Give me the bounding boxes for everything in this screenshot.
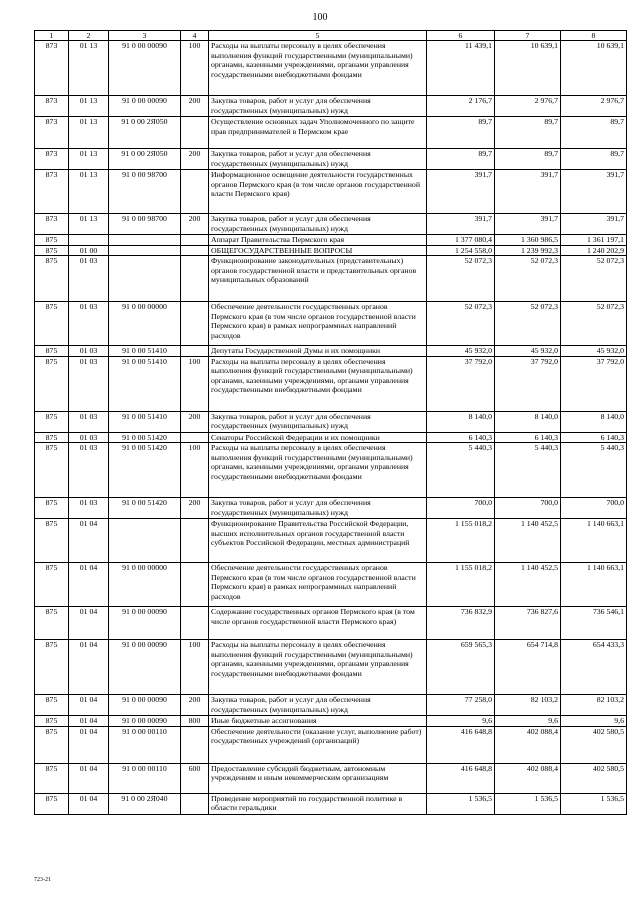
amount-year1-cell: 37 792,0 [427,356,495,411]
amount-year1-cell: 45 932,0 [427,346,495,357]
ministry-code-cell: 875 [35,607,69,640]
amount-year1-cell: 1 155 018,2 [427,563,495,607]
expense-type-cell [181,170,209,214]
expense-type-cell [181,726,209,763]
item-name-cell: Информационное освещение деятельности государственных органов Пермского края (в том числе органов государственной власти Пермского края) [209,170,427,214]
item-name-cell: Проведение мероприятий по государственной политике в области геральдики [209,793,427,814]
amount-year2-cell: 52 072,3 [495,302,561,346]
amount-year1-cell: 1 254 558,0 [427,245,495,256]
amount-year2-cell: 736 827,6 [495,607,561,640]
amount-year2-cell: 82 103,2 [495,695,561,716]
section-code-cell: 01 04 [69,793,109,814]
section-code-cell: 01 04 [69,695,109,716]
amount-year1-cell: 1 536,5 [427,793,495,814]
target-article-cell: 91 0 00 51420 [109,498,181,519]
target-article-cell: 91 0 00 51410 [109,356,181,411]
target-article-cell: 91 0 00 51410 [109,411,181,432]
ministry-code-cell: 875 [35,726,69,763]
section-code-cell: 01 13 [69,96,109,117]
amount-year3-cell: 89,7 [561,117,627,149]
table-row [35,302,627,346]
ministry-code-cell: 875 [35,443,69,498]
section-code-cell: 01 03 [69,498,109,519]
item-name-cell: Депутаты Государственной Думы и их помощники [209,346,427,357]
expense-type-cell: 600 [181,763,209,793]
target-article-cell: 91 0 00 51420 [109,443,181,498]
column-number: 8 [561,31,627,41]
amount-year3-cell: 1 140 663,1 [561,563,627,607]
section-code-cell: 01 04 [69,563,109,607]
table-row [35,695,627,716]
ministry-code-cell: 873 [35,149,69,170]
amount-year1-cell: 89,7 [427,149,495,170]
expense-type-cell [181,563,209,607]
amount-year1-cell: 391,7 [427,170,495,214]
amount-year2-cell: 1 536,5 [495,793,561,814]
budget-table [34,30,627,815]
amount-year3-cell: 1 140 663,1 [561,519,627,563]
section-code-cell: 01 03 [69,411,109,432]
ministry-code-cell: 875 [35,302,69,346]
section-code-cell: 01 13 [69,149,109,170]
amount-year1-cell: 52 072,3 [427,256,495,302]
ministry-code-cell: 875 [35,411,69,432]
amount-year1-cell: 1 377 080,4 [427,235,495,246]
column-number: 5 [209,31,427,41]
item-name-cell: Закупка товаров, работ и услуг для обеспечения государственных (муниципальных) нужд [209,498,427,519]
amount-year1-cell: 8 140,0 [427,411,495,432]
table-row [35,716,627,727]
section-code-cell: 01 03 [69,443,109,498]
item-name-cell: Иные бюджетные ассигнования [209,716,427,727]
section-code-cell: 01 13 [69,41,109,96]
amount-year2-cell: 9,6 [495,716,561,727]
amount-year3-cell: 402 580,5 [561,726,627,763]
expense-type-cell [181,519,209,563]
amount-year2-cell: 1 140 452,5 [495,563,561,607]
amount-year2-cell: 89,7 [495,149,561,170]
target-article-cell: 91 0 00 00000 [109,302,181,346]
section-code-cell: 01 03 [69,346,109,357]
target-article-cell: 91 0 00 00000 [109,563,181,607]
amount-year2-cell: 402 088,4 [495,726,561,763]
amount-year2-cell: 1 360 986,5 [495,235,561,246]
amount-year3-cell: 52 072,3 [561,302,627,346]
amount-year2-cell: 89,7 [495,117,561,149]
table-row [35,117,627,149]
item-name-cell: Закупка товаров, работ и услуг для обеспечения государственных (муниципальных) нужд [209,411,427,432]
section-code-cell: 01 04 [69,519,109,563]
amount-year2-cell: 6 140,3 [495,432,561,443]
expense-type-cell [181,346,209,357]
table-row [35,498,627,519]
table-row [35,245,627,256]
column-number: 2 [69,31,109,41]
amount-year3-cell: 1 536,5 [561,793,627,814]
item-name-cell: Расходы на выплаты персоналу в целях обеспечения выполнения функций государственными (муниципальными) органами, казенными учреждениями, органами управления государственными внебюджетными фондами [209,41,427,96]
section-code-cell: 01 13 [69,117,109,149]
target-article-cell: 91 0 00 98700 [109,170,181,214]
target-article-cell: 91 0 00 51410 [109,346,181,357]
section-code-cell: 01 04 [69,716,109,727]
ministry-code-cell: 875 [35,793,69,814]
ministry-code-cell: 875 [35,498,69,519]
amount-year1-cell: 5 440,3 [427,443,495,498]
item-name-cell: Аппарат Правительства Пермского края [209,235,427,246]
target-article-cell [109,519,181,563]
expense-type-cell: 100 [181,443,209,498]
expense-type-cell: 100 [181,356,209,411]
target-article-cell [109,256,181,302]
table-row [35,443,627,498]
item-name-cell: Содержание государственных органов Пермского края (в том числе органов государственной власти Пермского края) [209,607,427,640]
expense-type-cell: 200 [181,411,209,432]
amount-year2-cell: 10 639,1 [495,41,561,96]
column-number: 6 [427,31,495,41]
table-row [35,96,627,117]
item-name-cell: Расходы на выплаты персоналу в целях обеспечения выполнения функций государственными (муниципальными) органами, казенными учреждениями, органами управления государственными внебюджетными фондами [209,356,427,411]
amount-year3-cell: 700,0 [561,498,627,519]
table-row [35,519,627,563]
item-name-cell: Функционирование законодательных (представительных) органов государственной власти и представительных органов муниципальных образований [209,256,427,302]
amount-year1-cell: 391,7 [427,214,495,235]
target-article-cell: 91 0 00 00090 [109,41,181,96]
ministry-code-cell: 873 [35,41,69,96]
expense-type-cell: 200 [181,695,209,716]
amount-year2-cell: 1 140 452,5 [495,519,561,563]
amount-year3-cell: 82 103,2 [561,695,627,716]
target-article-cell: 91 0 00 00090 [109,96,181,117]
item-name-cell: Закупка товаров, работ и услуг для обеспечения государственных (муниципальных) нужд [209,695,427,716]
column-number: 7 [495,31,561,41]
item-name-cell: Сенаторы Российской Федерации и их помощники [209,432,427,443]
table-row [35,607,627,640]
expense-type-cell [181,302,209,346]
target-article-cell: 91 0 00 2Я040 [109,793,181,814]
target-article-cell: 91 0 00 2Я050 [109,149,181,170]
section-code-cell: 01 13 [69,170,109,214]
section-code-cell: 01 13 [69,214,109,235]
amount-year1-cell: 736 832,9 [427,607,495,640]
amount-year2-cell: 391,7 [495,170,561,214]
table-row [35,726,627,763]
amount-year3-cell: 10 639,1 [561,41,627,96]
section-code-cell: 01 03 [69,356,109,411]
expense-type-cell [181,432,209,443]
ministry-code-cell: 875 [35,716,69,727]
expense-type-cell [181,256,209,302]
ministry-code-cell: 875 [35,640,69,695]
amount-year1-cell: 89,7 [427,117,495,149]
item-name-cell: Функционирование Правительства Российской Федерации, высших исполнительных органов государственной власти субъектов Российской Федерации, местных администраций [209,519,427,563]
target-article-cell: 91 0 00 98700 [109,214,181,235]
ministry-code-cell: 873 [35,117,69,149]
amount-year3-cell: 402 580,5 [561,763,627,793]
target-article-cell: 91 0 00 00090 [109,695,181,716]
ministry-code-cell: 875 [35,695,69,716]
amount-year1-cell: 11 439,1 [427,41,495,96]
target-article-cell [109,235,181,246]
target-article-cell: 91 0 00 00110 [109,763,181,793]
table-row [35,563,627,607]
ministry-code-cell: 875 [35,356,69,411]
amount-year1-cell: 77 258,0 [427,695,495,716]
table-row [35,411,627,432]
expense-type-cell [181,607,209,640]
table-row [35,640,627,695]
amount-year1-cell: 416 648,8 [427,763,495,793]
item-name-cell: Обеспечение деятельности (оказание услуг, выполнение работ) государственных учреждений (организаций) [209,726,427,763]
amount-year1-cell: 9,6 [427,716,495,727]
table-row [35,256,627,302]
item-name-cell: Расходы на выплаты персоналу в целях обеспечения выполнения функций государственными (муниципальными) органами, казенными учреждениями, органами управления государственными внебюджетными фондами [209,443,427,498]
amount-year3-cell: 37 792,0 [561,356,627,411]
amount-year3-cell: 654 433,3 [561,640,627,695]
item-name-cell: Осуществление основных задач Уполномоченного по защите прав предпринимателей в Пермском крае [209,117,427,149]
amount-year1-cell: 1 155 018,2 [427,519,495,563]
amount-year1-cell: 416 648,8 [427,726,495,763]
amount-year3-cell: 1 240 202,9 [561,245,627,256]
item-name-cell: Обеспечение деятельности государственных органов Пермского края (в том числе органов государственной власти Пермского края) в рамках непрограммных направлений расходов [209,563,427,607]
section-code-cell: 01 04 [69,640,109,695]
amount-year3-cell: 736 546,1 [561,607,627,640]
amount-year1-cell: 659 565,3 [427,640,495,695]
table-row [35,235,627,246]
amount-year1-cell: 52 072,3 [427,302,495,346]
column-number-row [35,31,627,41]
expense-type-cell: 200 [181,498,209,519]
item-name-cell: ОБЩЕГОСУДАРСТВЕННЫЕ ВОПРОСЫ [209,245,427,256]
expense-type-cell: 200 [181,96,209,117]
ministry-code-cell: 875 [35,245,69,256]
amount-year3-cell: 5 440,3 [561,443,627,498]
table-row [35,432,627,443]
amount-year3-cell: 391,7 [561,170,627,214]
expense-type-cell [181,235,209,246]
column-number: 3 [109,31,181,41]
target-article-cell: 91 0 00 00090 [109,716,181,727]
target-article-cell: 91 0 00 51420 [109,432,181,443]
expense-type-cell: 100 [181,41,209,96]
item-name-cell: Расходы на выплаты персоналу в целях обеспечения выполнения функций государственными (муниципальными) органами, казенными учреждениями, органами управления государственными внебюджетными фондами [209,640,427,695]
target-article-cell: 91 0 00 00090 [109,640,181,695]
table-row [35,763,627,793]
section-code-cell: 01 03 [69,432,109,443]
amount-year3-cell: 6 140,3 [561,432,627,443]
ministry-code-cell: 875 [35,346,69,357]
amount-year1-cell: 6 140,3 [427,432,495,443]
expense-type-cell [181,245,209,256]
table-row [35,41,627,96]
table-row [35,356,627,411]
table-body [35,41,627,815]
amount-year3-cell: 52 072,3 [561,256,627,302]
column-number: 4 [181,31,209,41]
table-row [35,793,627,814]
amount-year2-cell: 402 088,4 [495,763,561,793]
expense-type-cell: 800 [181,716,209,727]
target-article-cell: 91 0 00 00110 [109,726,181,763]
section-code-cell: 01 04 [69,607,109,640]
column-number: 1 [35,31,69,41]
expense-type-cell [181,117,209,149]
amount-year3-cell: 89,7 [561,149,627,170]
ministry-code-cell: 873 [35,214,69,235]
item-name-cell: Предоставление субсидий бюджетным, автономным учреждениям и иным некоммерческим организациям [209,763,427,793]
footer-code: 723-21 [34,877,51,883]
expense-type-cell: 200 [181,149,209,170]
amount-year2-cell: 52 072,3 [495,256,561,302]
amount-year3-cell: 8 140,0 [561,411,627,432]
ministry-code-cell: 875 [35,763,69,793]
table-row [35,346,627,357]
amount-year2-cell: 391,7 [495,214,561,235]
target-article-cell: 91 0 00 2Я050 [109,117,181,149]
amount-year3-cell: 1 361 197,1 [561,235,627,246]
section-code-cell: 01 03 [69,302,109,346]
item-name-cell: Закупка товаров, работ и услуг для обеспечения государственных (муниципальных) нужд [209,214,427,235]
section-code-cell: 01 03 [69,256,109,302]
amount-year2-cell: 8 140,0 [495,411,561,432]
amount-year2-cell: 1 239 992,3 [495,245,561,256]
amount-year2-cell: 37 792,0 [495,356,561,411]
amount-year3-cell: 45 932,0 [561,346,627,357]
ministry-code-cell: 873 [35,96,69,117]
amount-year2-cell: 700,0 [495,498,561,519]
ministry-code-cell: 875 [35,235,69,246]
item-name-cell: Обеспечение деятельности государственных органов Пермского края (в том числе органов государственной власти Пермского края) в рамках непрограммных направлений расходов [209,302,427,346]
amount-year3-cell: 391,7 [561,214,627,235]
amount-year3-cell: 2 976,7 [561,96,627,117]
table-row [35,170,627,214]
section-code-cell: 01 04 [69,763,109,793]
table-row [35,214,627,235]
ministry-code-cell: 875 [35,432,69,443]
amount-year2-cell: 2 976,7 [495,96,561,117]
ministry-code-cell: 875 [35,563,69,607]
ministry-code-cell: 875 [35,519,69,563]
table-row [35,149,627,170]
item-name-cell: Закупка товаров, работ и услуг для обеспечения государственных (муниципальных) нужд [209,149,427,170]
expense-type-cell [181,793,209,814]
amount-year2-cell: 654 714,8 [495,640,561,695]
amount-year3-cell: 9,6 [561,716,627,727]
target-article-cell [109,245,181,256]
item-name-cell: Закупка товаров, работ и услуг для обеспечения государственных (муниципальных) нужд [209,96,427,117]
amount-year1-cell: 700,0 [427,498,495,519]
expense-type-cell: 200 [181,214,209,235]
ministry-code-cell: 873 [35,170,69,214]
amount-year2-cell: 5 440,3 [495,443,561,498]
section-code-cell: 01 04 [69,726,109,763]
section-code-cell [69,235,109,246]
page-number: 100 [312,12,328,23]
expense-type-cell: 100 [181,640,209,695]
target-article-cell: 91 0 00 00090 [109,607,181,640]
ministry-code-cell: 875 [35,256,69,302]
amount-year1-cell: 2 176,7 [427,96,495,117]
amount-year2-cell: 45 932,0 [495,346,561,357]
section-code-cell: 01 00 [69,245,109,256]
